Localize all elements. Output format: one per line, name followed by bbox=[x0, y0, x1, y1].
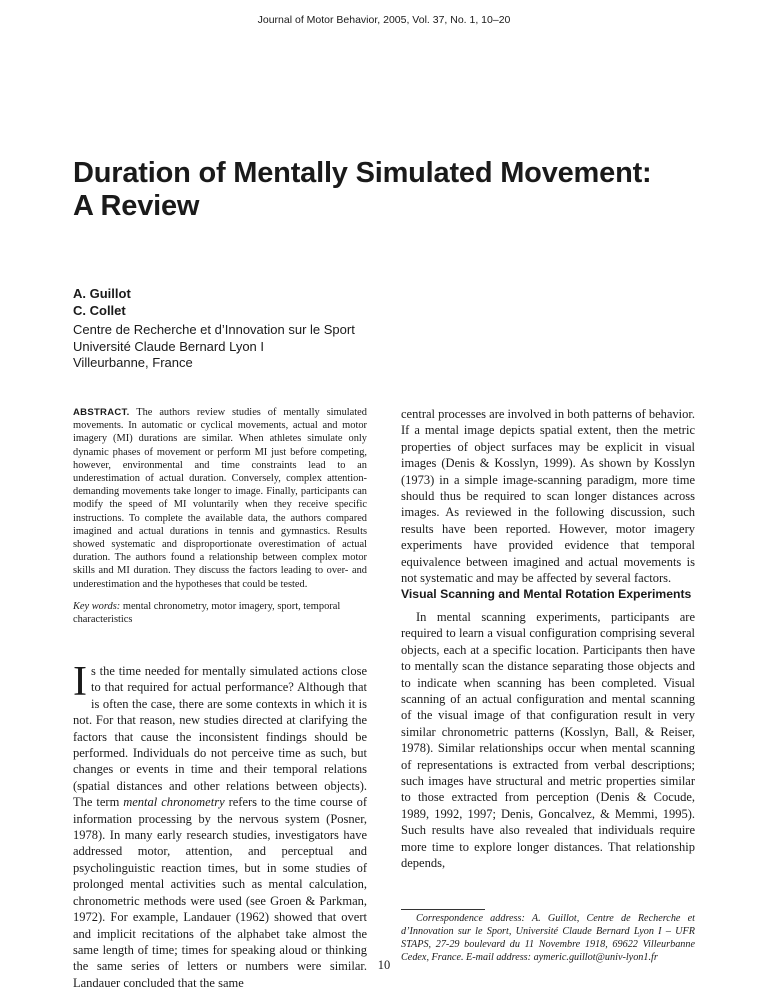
drop-cap: I bbox=[73, 659, 87, 705]
abstract-text: The authors review studies of mentally simulated movements. In automatic or cyclical movements, actual and motor imagery (MI) durations are similar. When athletes simulate only dynamic phases of movement or perform MI just before competing, however, environmental and time constraints lead to an underestimation of actual duration. Conversely, complex attention-demanding movements take longer to image. Finally, participants can modify the speed of MI voluntarily when they receive specific instructions. To complete the available data, the authors compared imagined and actual durations in tennis and gymnastics. Results showed systematic and disproportionate overestimation of actual duration. The authors found a relationship between complex motor skills and MI duration. They discuss the factors leading to over- and underestimation and the hypotheses that could be tested. bbox=[73, 407, 367, 590]
keywords bbox=[73, 600, 367, 626]
article-title bbox=[73, 157, 713, 224]
title-line-1: Duration of Mentally Simulated Movement: bbox=[73, 157, 652, 189]
journal-header: Journal of Motor Behavior, 2005, Vol. 37, No. 1, 10–20 bbox=[257, 14, 511, 26]
section-paragraph: In mental scanning experiments, participants are required to learn a visual configuration comprising several objects, each at a specific location. Participants then have to mentally scan the distance separating those objects and to indicate when scanning has been completed. Visual scanning of an actual configuration and mental scanning of the visual image of that configuration result in very similar chronometric patterns (Kosslyn, Ball, & Reiser, 1978). Similar relationships occur when mental scanning of representations is extracted from verbal descriptions; such images have structural and metric properties similar to those extracted from perception (Denis & Cocude, 1989, 1992, 1997; Denis, Goncalvez, & Memmi, 1995). Such results have also revealed that individuals require more time to explore longer distances. That relationship depends, bbox=[401, 610, 695, 871]
affiliation-line-1: Centre de Recherche et d’Innovation sur le Sport bbox=[73, 322, 355, 337]
title-line-2: A Review bbox=[73, 190, 200, 223]
section-heading: Visual Scanning and Mental Rotation Experiments bbox=[401, 587, 692, 601]
intro-text-a: s the time needed for mentally simulated actions close to that required for actual performance? Although that is often the case, there are some contexts in which it is not. For that reason, new studies directed at clarifying the factors that cause the inconsistent findings should be performed. Individuals do not perceive time as such, but changes or events in time and their temporal relations (spatial distances and other relations between objects). The term bbox=[73, 664, 367, 810]
page-number: 10 bbox=[377, 958, 391, 972]
author-1: A. Guillot bbox=[73, 286, 131, 301]
right-column-top-paragraph: central processes are involved in both patterns of behavior. If a mental image depicts spatial extent, then the metric properties of object surfaces may be explicit in visual images (Denis & Kosslyn, 1999). As shown by Kosslyn (1973) in a simple image-scanning paradigm, more time should thus be required to scan longer distances across images. As reviewed in the following discussion, such results have been reported. However, motor imagery experiments have provided evidence that temporal equivalence between imagined and actual movements is not systematic and may be affected by several factors. bbox=[401, 407, 696, 586]
footnote: Correspondence address: A. Guillot, Centre de Recherche et d’Innovation sur le Sport, Université Claude Bernard Lyon I – UFR STAPS, 27-29 boulevard du 11 Novembre 1918, 69622 Villeurbanne Cedex, France. E-mail address: aymeric.guillot@univ-lyon1.fr bbox=[401, 913, 695, 963]
intro-text-b: refers to the time course of information processing by the nervous system (Posner, 1978). In many early research studies, investigators have addressed motor, attention, and perceptual and psycholinguistic reaction times, but in some studies of prolonged mental activities such as mental calculation, chronometric methods were used (see Groen & Parkman, 1972). For example, Landauer (1962) showed that overt and implicit recitations of the alphabet take almost the same length of time; times for speaking aloud or thinking the same series of letters or numbers were similar. Landauer concluded that the same bbox=[73, 795, 367, 990]
intro-paragraph bbox=[73, 659, 367, 991]
abstract bbox=[73, 406, 367, 591]
intro-emphasis: mental chronometry bbox=[123, 795, 225, 810]
keywords-text: mental chronometry, motor imagery, sport, temporal characteristics bbox=[73, 601, 341, 626]
footnote-rule bbox=[401, 909, 485, 910]
author-2: C. Collet bbox=[73, 303, 126, 318]
affiliation-line-3: Villeurbanne, France bbox=[73, 355, 193, 370]
abstract-label: ABSTRACT. bbox=[73, 407, 130, 418]
affiliation bbox=[73, 322, 355, 372]
keywords-label: Key words: bbox=[73, 601, 121, 612]
affiliation-line-2: Université Claude Bernard Lyon I bbox=[73, 338, 265, 354]
